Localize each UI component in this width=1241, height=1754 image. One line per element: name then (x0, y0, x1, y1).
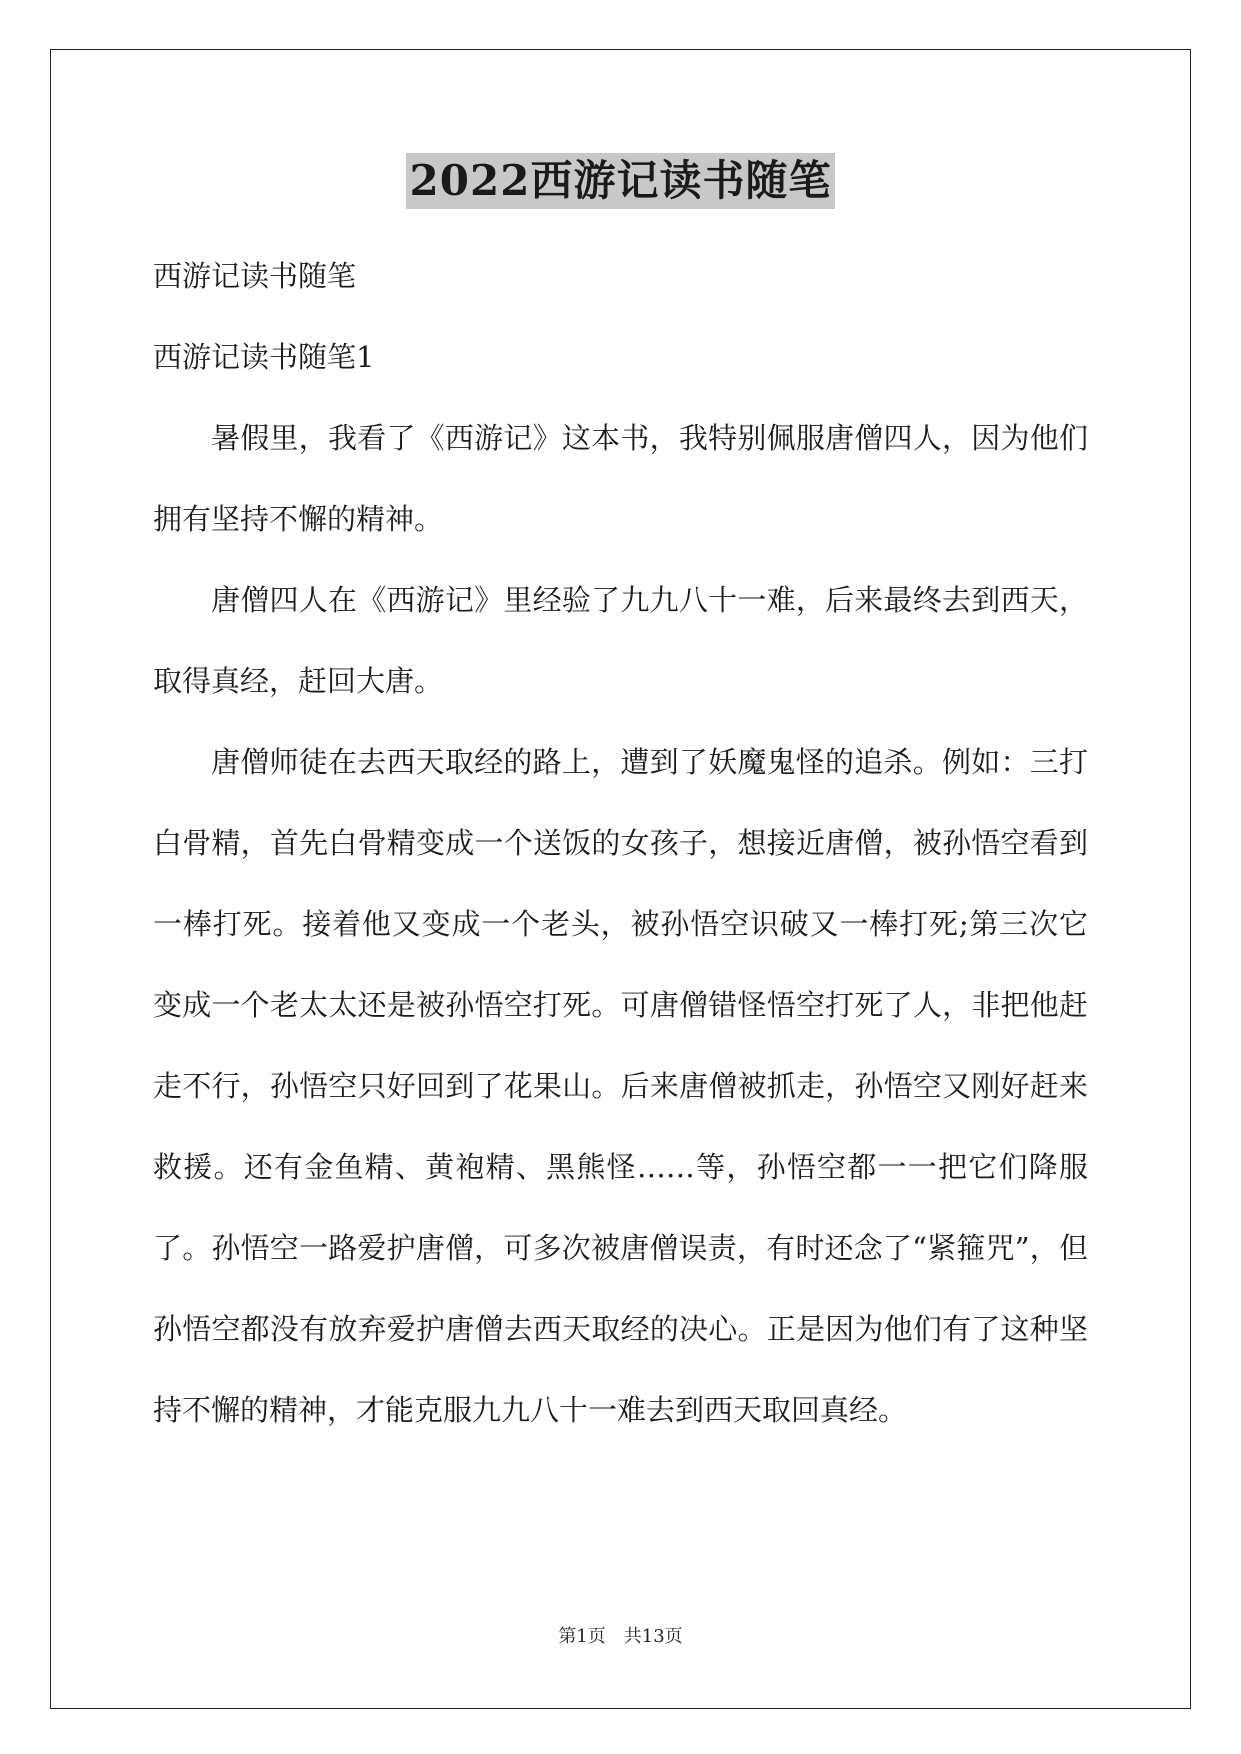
document-title-text: 2022西游记读书随笔 (406, 153, 836, 209)
paragraph-2: 唐僧四人在《西游记》里经验了九九八十一难，后来最终去到西天，取得真经，赶回大唐。 (153, 583, 1088, 698)
page-total: 共13页 (623, 1626, 683, 1647)
page-footer (0, 1622, 1241, 1648)
page-number: 第1页 (558, 1626, 606, 1647)
paragraph-3: 唐僧师徒在去西天取经的路上，遭到了妖魔鬼怪的追杀。例如：三打白骨精，首先白骨精变成一个送饭的女孩子，想接近唐僧，被孙悟空看到一棒打死。接着他又变成一个老头，被孙悟空识破又一棒打死;第三次它变成一个老太太还是被孙悟空打死。可唐僧错怪悟空打死了人，非把他赶走不行，孙悟空只好回到了花果山。后来唐僧被抓走，孙悟空又刚好赶来救援。还有金鱼精、黄袍精、黑熊怪……等，孙悟空都一一把它们降服了。孙悟空一路爱护唐僧，可多次被唐僧误责，有时还念了“紧箍咒”，但孙悟空都没有放弃爱护唐僧去西天取经的决心。正是因为他们有了这种坚持不懈的精神，才能克服九九八十一难去到西天取回真经。 (153, 745, 1088, 1427)
paragraph-1: 暑假里，我看了《西游记》这本书，我特别佩服唐僧四人，因为他们拥有坚持不懈的精神。 (153, 421, 1088, 536)
document-title (0, 153, 1241, 209)
document-body (153, 236, 1088, 1451)
heading-1: 西游记读书随笔 (153, 259, 357, 293)
heading-2: 西游记读书随笔1 (153, 340, 375, 374)
